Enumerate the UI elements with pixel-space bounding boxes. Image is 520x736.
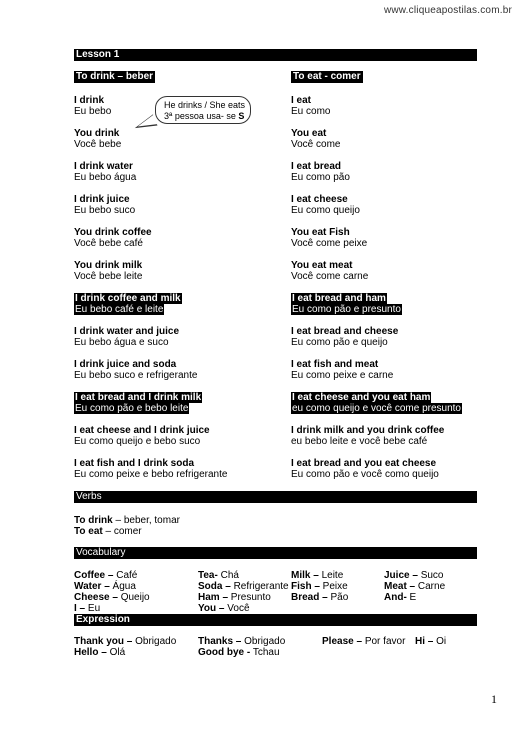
left-pair: I drink water and juice Eu bebo água e suco [74,326,180,348]
right-pair: You eat Você come [291,128,341,150]
left-pair: You drink Você bebe [74,128,122,150]
right-pair: You eat meat Você come carne [291,260,369,282]
verbs-section-bar: Verbs [74,491,477,503]
verb-line: To eat – comer [74,526,142,537]
expression-item: Hi – Oi [415,636,447,647]
vocab-item: Soda – Refrigerante [198,581,289,592]
right-pair: I eat bread Eu como pão [291,161,350,183]
expression-item: Good bye - Tchau [198,647,280,658]
right-column-header: To eat - comer [293,71,361,82]
left-pair: I drink Eu bebo [74,95,112,117]
expression-item: Thanks – Obrigado [198,636,286,647]
vocab-item: Tea- Chá [198,570,239,581]
right-pair: I drink milk and you drink coffee eu bebo leite e você bebe café [291,425,445,447]
lesson-title-bar: Lesson 1 [74,49,477,61]
right-pair: I eat bread and you eat cheese Eu como pão e você como queijo [291,458,439,480]
right-pair: I eat bread and cheese Eu como pão e queijo [291,326,399,348]
left-pair: I eat fish and I drink soda Eu como peixe e bebo refrigerante [74,458,228,480]
bubble-line-1: He drinks / She eats [164,100,246,110]
right-pair: I eat fish and meat Eu como peixe e carne [291,359,394,381]
verb-line: To drink – beber, tomar [74,515,180,526]
expression-section-bar: Expression [74,614,477,626]
vocab-item: Bread – Pão [291,592,349,603]
left-pair: I eat cheese and I drink juice Eu como queijo e bebo suco [74,425,210,447]
expression-item: Hello – Olá [74,647,126,658]
right-pair: You eat Fish Você come peixe [291,227,368,249]
left-pair: You drink milk Você bebe leite [74,260,143,282]
right-pair: I eat cheese Eu como queijo [291,194,360,216]
left-pair: I drink juice Eu bebo suco [74,194,136,216]
right-pair: I eat Eu como [291,95,331,117]
vocabulary-section-bar: Vocabulary [74,547,477,559]
right-pair-highlighted: I eat bread and ham Eu como pão e presunto [292,293,401,315]
vocab-item: Water – Água [74,581,136,592]
vocab-item: Ham – Presunto [198,592,271,603]
right-pair-highlighted: I eat cheese and you eat ham eu como queijo e você come presunto [292,392,461,414]
bubble-line-2: 3ª pessoa usa- se S [164,111,245,121]
site-url: www.cliqueapostilas.com.br [383,5,512,16]
expression-item: Thank you – Obrigado [74,636,177,647]
left-pair: You drink coffee Você bebe café [74,227,152,249]
vocab-item: Juice – Suco [384,570,444,581]
vocab-item: Cheese – Queijo [74,592,150,603]
vocab-item: I – Eu [74,603,101,614]
expression-item: Please – Por favor [322,636,406,647]
vocab-item: Coffee – Café [74,570,138,581]
speech-bubble [155,96,251,124]
left-pair-highlighted: I eat bread and I drink milk Eu como pão e bebo leite [75,392,202,414]
page-number: 1 [491,692,497,706]
left-column-header: To drink – beber [76,71,154,82]
vocab-item: You – Você [198,603,250,614]
vocab-item: Milk – Leite [291,570,344,581]
left-pair: I drink water Eu bebo água [74,161,137,183]
left-pair-highlighted: I drink coffee and milk Eu bebo café e leite [75,293,181,315]
left-pair: I drink juice and soda Eu bebo suco e refrigerante [74,359,198,381]
vocab-item: And- E [384,592,417,603]
vocab-item: Meat – Carne [384,581,446,592]
vocab-item: Fish – Peixe [291,581,348,592]
